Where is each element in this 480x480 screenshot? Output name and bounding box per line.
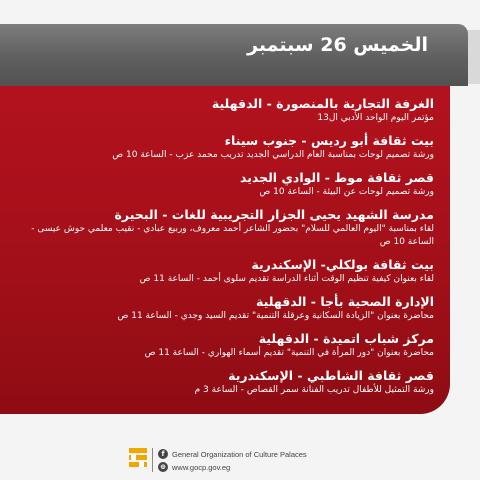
facebook-icon: f xyxy=(158,449,168,459)
event-venue: الغرفة التجارية بالمنصورة - الدقهلية xyxy=(211,96,434,111)
event-description: لقاء بعنوان كيفية تنظيم الوقت أثناء الدراسة تقديم سلوى أحمد - الساعة 11 ص xyxy=(139,274,434,284)
event-item xyxy=(4,133,434,162)
event-venue: مدرسة الشهيد يحيى الجزار التجريبية للغات - البحيرة xyxy=(114,207,434,222)
footer xyxy=(128,446,328,476)
event-item xyxy=(4,257,434,286)
globe-icon: ⊕ xyxy=(158,462,168,472)
event-description: محاضرة بعنوان "دور المرأة في التنمية" تقديم أسماء الهواري - الساعة 11 ص xyxy=(144,348,434,358)
event-venue: قصر ثقافة الشاطبي - الإسكندرية xyxy=(228,368,434,383)
event-description: لقاء بمناسبة "اليوم العالمي للسلام" بحضور الشاعر أحمد معروف، وربيع عبادي - نقيب معلمي حوش عيسى - الساعة 10 ص xyxy=(31,224,434,247)
website-label: www.gocp.gov.eg xyxy=(172,462,231,472)
date-title: الخميس 26 سبتمبر xyxy=(247,34,428,56)
event-venue: قصر ثقافة موط - الوادي الجديد xyxy=(239,170,434,185)
facebook-row[interactable] xyxy=(158,448,307,460)
event-venue: بيت ثقافة بولكلي- الإسكندرية xyxy=(251,257,434,272)
gocp-logo-icon xyxy=(128,446,148,472)
events-list xyxy=(4,96,434,405)
event-description: محاضرة بعنوان "الزيادة السكانية وعرقلة التنمية" تقديم السيد وجدي - الساعة 11 ص xyxy=(117,311,434,321)
event-venue: مركز شباب اتميدة - الدقهلية xyxy=(258,331,434,346)
event-item xyxy=(4,331,434,360)
event-description: ورشة تصميم لوحات بمناسبة العام الدراسي الجديد تدريب محمد عزب - الساعة 10 ص xyxy=(112,150,434,160)
event-item xyxy=(4,207,434,249)
event-description: ورشة التمثيل للأطفال تدريب الفنانة سمر القصاص - الساعة 3 م xyxy=(194,385,434,395)
event-description: ورشة تصميم لوحات عن البيئة - الساعة 10 ص xyxy=(259,187,434,197)
event-item xyxy=(4,368,434,397)
event-description: مؤتمر اليوم الواحد الأدبي ال13 xyxy=(317,113,434,123)
event-venue: الإدارة الصحية بأجا - الدقهلية xyxy=(256,294,434,309)
event-venue: بيت ثقافة أبو رديس - جنوب سيناء xyxy=(224,133,434,148)
website-row[interactable] xyxy=(158,461,230,473)
facebook-label: General Organization of Culture Palaces xyxy=(172,449,307,459)
event-item xyxy=(4,170,434,199)
event-item xyxy=(4,96,434,125)
footer-divider xyxy=(152,448,153,472)
event-item xyxy=(4,294,434,323)
